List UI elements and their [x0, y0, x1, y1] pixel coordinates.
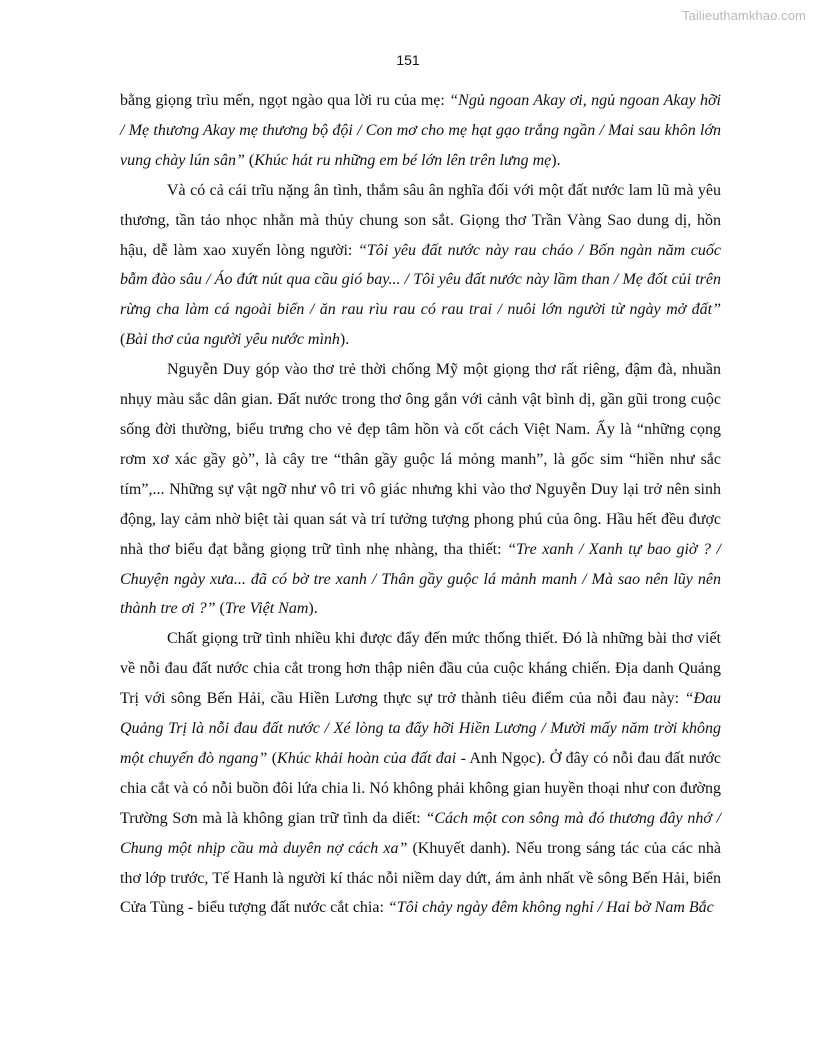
paragraph-tran-vang-sao — [120, 176, 721, 355]
paragraph-lullaby — [120, 86, 721, 176]
text-run: (Khuyết danh). Nếu trong sáng tác của các nhà thơ lớp trước, Tế Hanh là người kí thác nỗi niềm day dứt, ám ảnh nhất về sông Bến Hải, biển Cửa Tùng - biểu tượng đất nước cắt chia: — [120, 839, 722, 917]
italic-quote-run: “Đau Quảng Trị là nỗi đau đất nước / Xé lòng ta đẩy hỡi Hiền Lương / Mười mấy năm trời không một chuyến đò ngang” — [120, 690, 721, 767]
text-run: Chất giọng trữ tình nhiều khi được đẩy đến mức thống thiết. Đó là những bài thơ viết về nỗi đau đất nước chia cắt trong hơn thập niên đầu của cuộc kháng chiến. Địa danh Quảng Trị với sông Bến Hải, cầu Hiền Lương thực sự trở thành tiêu điểm của nỗi đau này: — [120, 630, 721, 708]
italic-quote-run: “Tôi chảy ngày đêm không nghỉ / Hai bờ Nam Bắc — [387, 899, 714, 917]
text-run: ( — [244, 151, 255, 169]
italic-quote-run: “Tre xanh / Xanh tự bao giờ ? / Chuyện ngày xưa... đã có bờ tre xanh / Thân gầy guộc lá mảnh manh / Mà sao nên lũy nên thành tre ơi ?” — [120, 540, 721, 618]
italic-quote-run: Bài thơ của người yêu nước mình — [125, 331, 340, 349]
page-number: 151 — [396, 52, 420, 68]
watermark: Tailieuthamkhao.com — [681, 8, 806, 23]
text-run: ). — [308, 600, 318, 618]
text-run: ( — [120, 331, 126, 349]
italic-quote-run: “Tôi yêu đất nước này rau cháo / Bốn ngàn năm cuốc bẫm đào sâu / Áo đứt nút qua cầu gió bay... / Tôi yêu đất nước này lầm than / Mẹ đốt củi trên rừng cha làm cá ngoài biển / ăn rau rìu rau có rau trai / nuôi lớn người từ ngày mở đất” — [120, 241, 721, 319]
text-run: ( — [267, 749, 278, 767]
text-run: ). — [551, 151, 561, 169]
text-run: ). — [339, 331, 350, 349]
text-run: Và có cả cái trĩu nặng ân tình, thắm sâu ân nghĩa đối với một đất nước lam lũ mà yêu thương, tần tảo nhọc nhằn mà thủy chung son sắt. Giọng thơ Trần Vàng Sao dung dị, hồn hậu, dễ làm xao xuyến lòng người: — [120, 181, 721, 259]
paragraph-divided-country — [120, 624, 721, 923]
italic-quote-run: Tre Việt Nam — [224, 600, 309, 618]
text-run: bằng giọng trìu mến, ngọt ngào qua lời ru của mẹ: — [120, 92, 450, 109]
italic-quote-run: Khúc hát ru những em bé lớn lên trên lưng mẹ — [254, 151, 552, 169]
text-run: ( — [215, 600, 225, 618]
paragraph-nguyen-duy — [120, 355, 721, 624]
document-body — [120, 86, 721, 923]
text-run: Nguyễn Duy góp vào thơ trẻ thời chống Mỹ một giọng thơ rất riêng, đậm đà, nhuần nhụy màu sắc dân gian. Đất nước trong thơ ông gắn với cảnh vật bình dị, gần gũi trong cuộc sống đời thường, biểu trưng cho vẻ đẹp tâm hồn và cốt cách Việt Nam. Ấy là “những cọng rơm xơ xác gầy gò”, là cây tre “thân gầy guộc lá mỏng manh”, là gốc sim “hiền như sắc tím”,... Những sự vật ngỡ như vô tri vô giác nhưng khi vào thơ Nguyễn Duy lại trở nên sinh động, lay cảm nhờ biệt tài quan sát và trí tưởng tượng phong phú của ông. Hầu hết đều được nhà thơ biểu đạt bằng giọng trữ tình nhẹ nhàng, tha thiết: — [120, 361, 721, 558]
text-run: - Anh Ngọc). Ở đây có nỗi đau đất nước chia cắt và có nỗi buồn đôi lứa chia li. Nó không phải không gian huyền thoại như con đường Trường Sơn mà là không gian trữ tình da diết: — [120, 749, 722, 827]
italic-quote-run: Khúc khải hoàn của đất đai — [277, 749, 457, 767]
italic-quote-run: “Ngủ ngoan Akay ơi, ngủ ngoan Akay hỡi / Mẹ thương Akay mẹ thương bộ đội / Con mơ cho mẹ hạt gạo trắng ngần / Mai sau khôn lớn vung chày lún sân” — [120, 92, 721, 169]
italic-quote-run: “Cách một con sông mà đó thương đây nhớ / Chung một nhịp cầu mà duyên nợ cách xa” — [120, 809, 722, 857]
